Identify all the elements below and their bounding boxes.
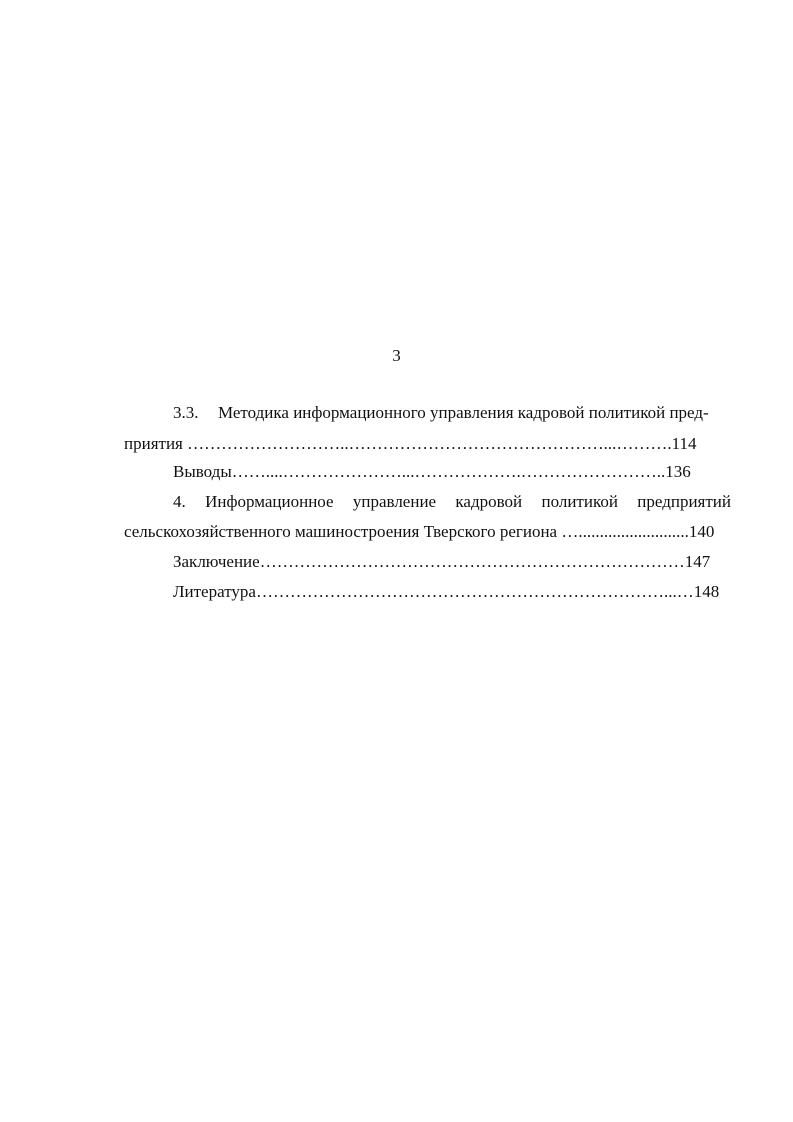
toc-page-number: 147	[684, 552, 711, 571]
page-number: 3	[392, 346, 401, 365]
toc-page-number: 148	[693, 582, 720, 601]
toc-entry-3-3-line2	[124, 432, 697, 456]
toc-entry-number: 4.	[173, 492, 186, 511]
toc-entry-4-line1	[173, 490, 731, 514]
toc-entry-conclusions	[173, 460, 691, 484]
toc-entry-title: Заключение	[173, 552, 260, 571]
toc-entry-word: Информационное	[205, 492, 334, 511]
toc-entry-number: 3.3.	[173, 403, 199, 422]
toc-entry-word: политикой	[541, 492, 618, 511]
toc-entry-title: Методика информационного управления кадровой политикой пред-	[218, 403, 709, 422]
toc-leader-dots: ………………………………………………………………...…	[255, 582, 694, 601]
toc-entry-4-line2	[124, 520, 714, 544]
toc-entry-title: Выводы	[173, 462, 232, 481]
toc-leader-dots: …………………………………………………………………	[259, 552, 685, 571]
toc-page-number: 140	[688, 522, 715, 541]
toc-entry-title: Литература	[173, 582, 256, 601]
toc-leader-dots: ………………………..………………………………………...……….	[182, 434, 672, 453]
toc-leader-dots: …..........................	[557, 522, 689, 541]
toc-entry-3-3-line1	[173, 401, 731, 425]
toc-entry-word: кадровой	[455, 492, 523, 511]
toc-entry-title-cont: приятия	[124, 434, 183, 453]
toc-entry-summary	[173, 550, 710, 574]
toc-entry-references	[173, 580, 719, 604]
toc-entry-word: управление	[352, 492, 437, 511]
toc-entry-word: предприятий	[637, 492, 731, 511]
toc-page-number: 136	[665, 462, 691, 481]
toc-page-number: 114	[671, 434, 697, 453]
toc-leader-dots: ……....…………………...……………….……………………..	[231, 462, 666, 481]
toc-entry-title-cont: сельскохозяйственного машиностроения Тверского региона	[124, 522, 558, 541]
